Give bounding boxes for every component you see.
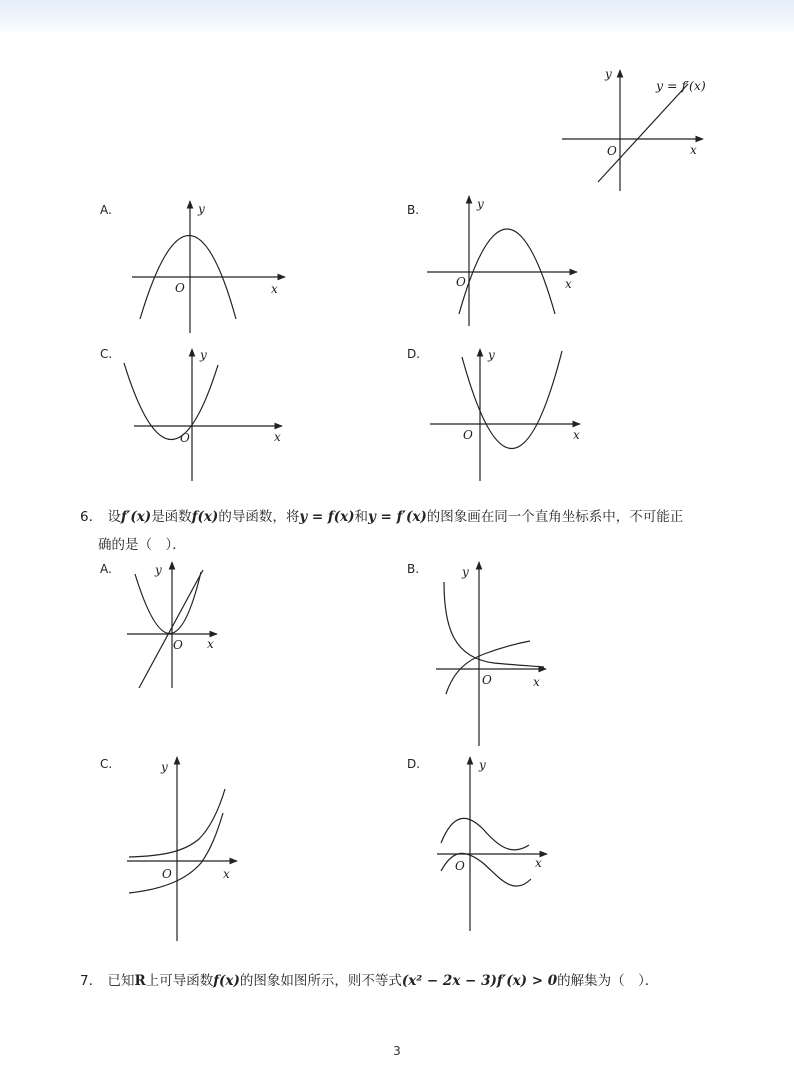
wave-curve-upper [441, 818, 529, 850]
origin-label: O [180, 431, 190, 445]
x-axis-label: x [271, 282, 278, 296]
q6-option-b-letter: B. [407, 562, 420, 576]
x-axis-label: x [573, 428, 580, 442]
q7-number: 7. [80, 973, 93, 989]
y-axis-label: y [605, 67, 612, 81]
y-axis-label: y [462, 565, 469, 579]
curve-label: y = f′(x) [656, 78, 706, 93]
origin-label: O [607, 144, 617, 158]
x-axis-label: x [223, 867, 230, 881]
origin-label: O [455, 859, 465, 873]
y-axis-label: y [477, 197, 484, 211]
q5-option-d-letter: D. [407, 347, 421, 361]
x-axis-label: x [207, 637, 214, 651]
q5-option-a-graph[interactable] [130, 197, 290, 337]
origin-label: O [173, 638, 183, 652]
q6-line-1: 6. 设f′(x)是函数f(x)的导函数，将y = f(x)和y = f′(x)的图象画在同一个直角坐标系中，不可能正 [80, 509, 684, 525]
x-axis-label: x [690, 143, 697, 157]
parabola-up [462, 351, 562, 449]
q5-option-c-letter: C. [100, 347, 113, 361]
q6-number: 6. [80, 509, 93, 525]
reference-graph [560, 64, 720, 194]
x-axis-label: x [565, 277, 572, 291]
q6-option-c-graph[interactable] [125, 753, 245, 943]
origin-label: O [463, 428, 473, 442]
q5-option-c-graph[interactable] [120, 345, 290, 485]
origin-label: O [162, 867, 172, 881]
derivative-line [139, 570, 203, 688]
q6-line-2: 确的是（ ）． [98, 537, 186, 553]
parabola-up [124, 363, 218, 440]
q5-option-b-graph[interactable] [425, 192, 585, 332]
page-number: 3 [393, 1044, 401, 1058]
q6-option-a-letter: A. [100, 562, 112, 576]
x-axis-label: x [533, 675, 540, 689]
origin-label: O [456, 275, 466, 289]
q5-option-b-letter: B. [407, 203, 420, 217]
decreasing-curve [444, 582, 544, 667]
q6-option-c-letter: C. [100, 757, 113, 771]
q5-option-d-graph[interactable] [428, 345, 588, 485]
x-axis-label: x [535, 856, 542, 870]
parabola-curve [135, 572, 201, 634]
y-axis-label: y [198, 202, 205, 216]
q6-option-d-letter: D. [407, 757, 421, 771]
origin-label: O [175, 281, 185, 295]
exp-curve-lower [129, 813, 223, 893]
q6-option-a-graph[interactable] [125, 558, 235, 693]
q7-line: 7. 已知R上可导函数f(x)的图象如图所示，则不等式(x² − 2x − 3)f′(x) > 0的解集为（ ）． [80, 973, 659, 989]
derivative-line [598, 84, 688, 182]
origin-label: O [482, 673, 492, 687]
q6-option-d-graph[interactable] [435, 753, 555, 933]
y-axis-label: y [155, 563, 162, 577]
x-axis-label: x [274, 430, 281, 444]
y-axis-label: y [488, 348, 495, 362]
y-axis-label: y [479, 758, 486, 772]
q6-option-b-graph[interactable] [432, 558, 562, 748]
y-axis-label: y [200, 348, 207, 362]
y-axis-label: y [161, 760, 168, 774]
header-band [0, 0, 794, 36]
q5-option-a-letter: A. [100, 203, 112, 217]
